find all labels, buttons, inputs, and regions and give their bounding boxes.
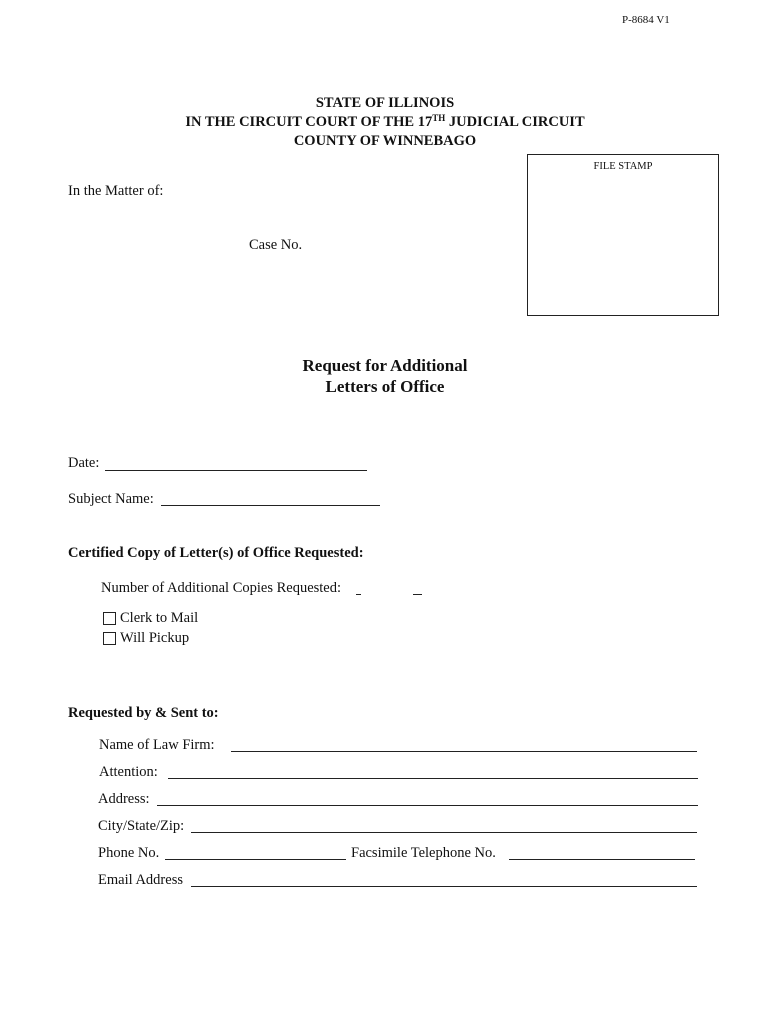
city-state-zip-label: City/State/Zip: <box>98 818 185 834</box>
document-title <box>0 355 770 397</box>
file-stamp-box <box>527 154 719 316</box>
court-header <box>0 94 770 151</box>
city-state-zip-field[interactable] <box>191 832 697 833</box>
certified-copy-heading: Certified Copy of Letter(s) of Office Requested: <box>68 545 364 561</box>
copies-field-start[interactable] <box>356 594 361 595</box>
form-code: P-8684 V1 <box>622 14 670 26</box>
will-pickup-label: Will Pickup <box>120 630 190 646</box>
fax-label: Facsimile Telephone No. <box>351 845 496 861</box>
document-title-line1: Request for Additional <box>302 356 468 375</box>
copies-label: Number of Additional Copies Requested: <box>101 580 342 596</box>
phone-field[interactable] <box>165 859 346 860</box>
address-label: Address: <box>98 791 150 807</box>
clerk-to-mail-checkbox[interactable] <box>103 612 116 625</box>
fax-field[interactable] <box>509 859 695 860</box>
court-header-state: STATE OF ILLINOIS <box>315 95 455 111</box>
court-header-circuit: IN THE CIRCUIT COURT OF THE 17TH JUDICIAL CIRCUIT <box>185 113 585 130</box>
law-firm-field[interactable] <box>231 751 697 752</box>
court-header-county: COUNTY OF WINNEBAGO <box>293 133 477 149</box>
attention-label: Attention: <box>99 764 158 780</box>
date-field[interactable] <box>105 470 367 471</box>
clerk-to-mail-label: Clerk to Mail <box>120 610 199 626</box>
attention-field[interactable] <box>168 778 698 779</box>
copies-field-end[interactable] <box>413 594 422 595</box>
document-title-line2: Letters of Office <box>325 377 445 396</box>
email-label: Email Address <box>98 872 183 888</box>
subject-name-field[interactable] <box>161 505 380 506</box>
subject-name-label: Subject Name: <box>68 491 154 507</box>
will-pickup-checkbox[interactable] <box>103 632 116 645</box>
matter-label: In the Matter of: <box>68 183 164 199</box>
case-no-label: Case No. <box>249 237 303 253</box>
date-label: Date: <box>68 455 100 471</box>
email-field[interactable] <box>191 886 697 887</box>
file-stamp-label: FILE STAMP <box>593 161 653 172</box>
phone-label: Phone No. <box>98 845 160 861</box>
requested-by-heading: Requested by & Sent to: <box>68 705 219 721</box>
law-firm-label: Name of Law Firm: <box>99 737 215 753</box>
address-field[interactable] <box>157 805 698 806</box>
